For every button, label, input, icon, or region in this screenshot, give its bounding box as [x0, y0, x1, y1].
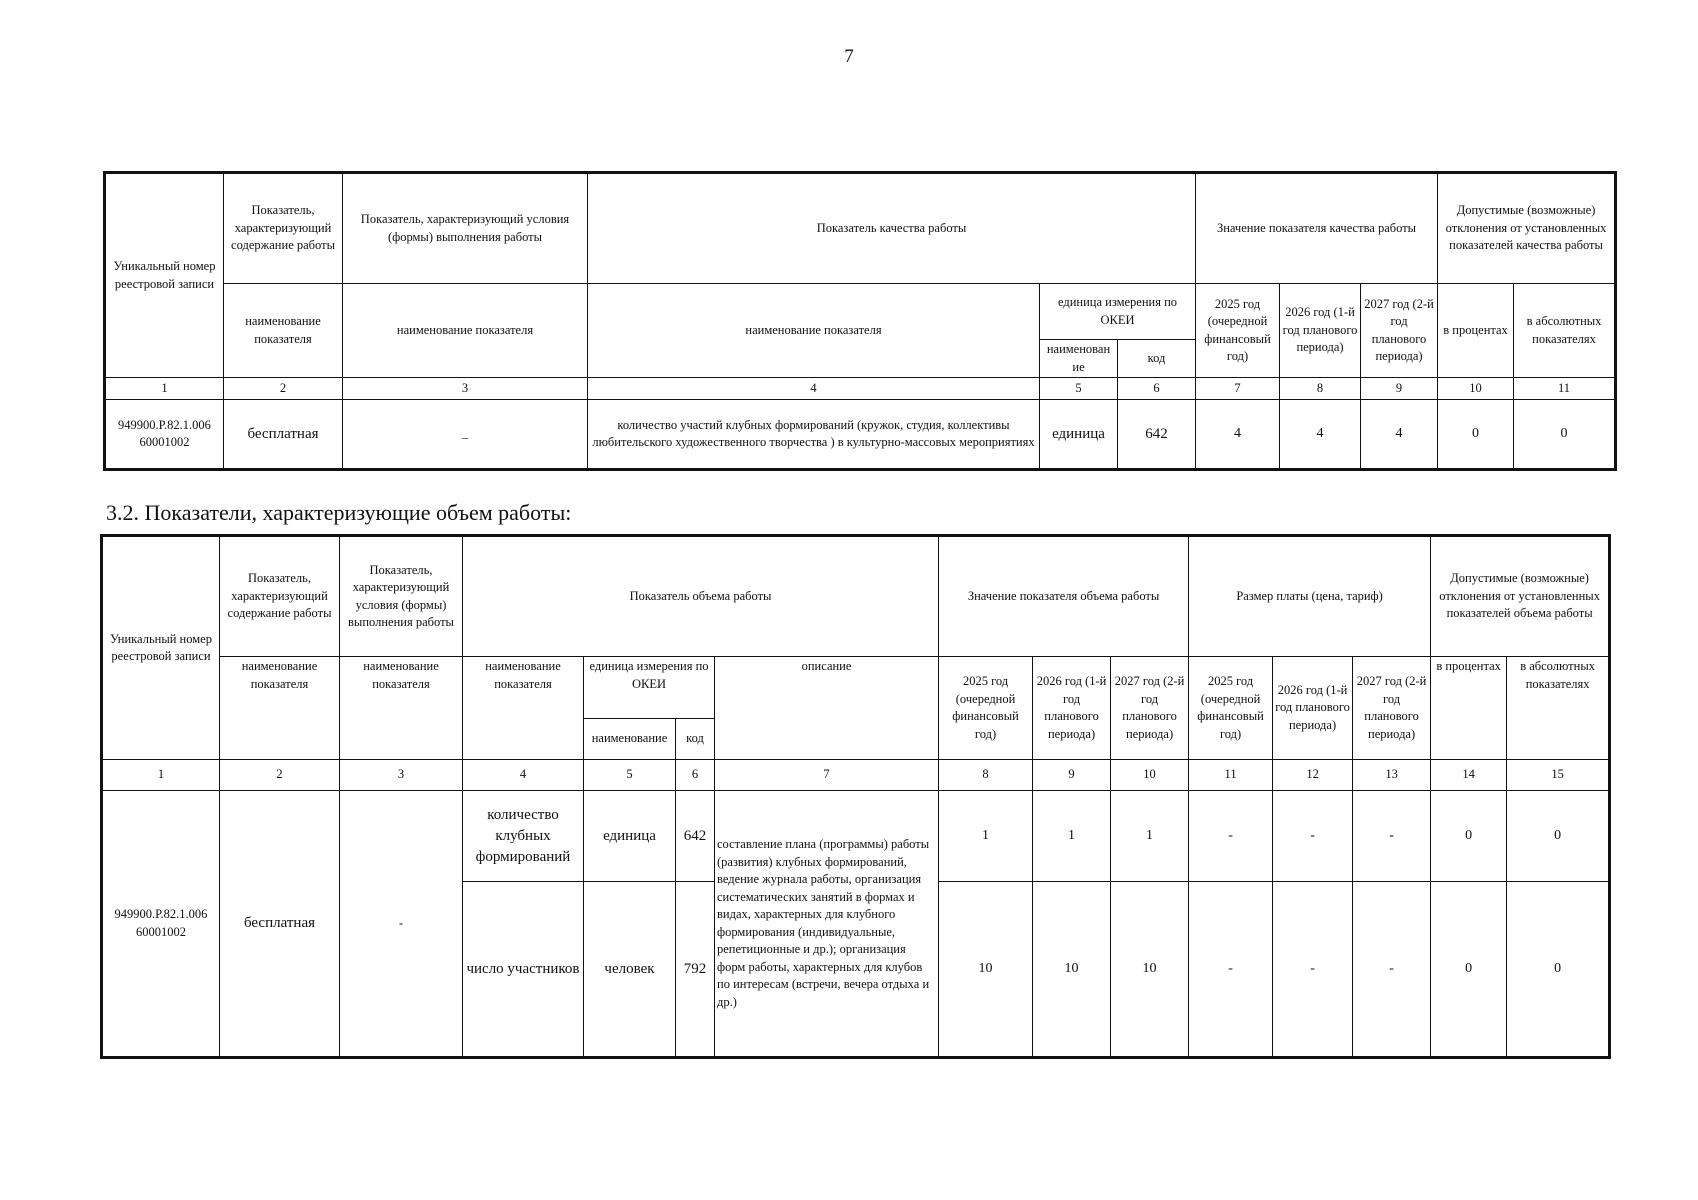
header-unique-number: Уникальный номер реестровой записи — [105, 173, 224, 378]
fee-2025: - — [1189, 882, 1273, 1058]
column-number: 7 — [1196, 378, 1280, 400]
fee-2026: - — [1273, 882, 1353, 1058]
header-conditions-indicator: Показатель, характеризующий условия (формы) выполнения работы — [340, 536, 463, 657]
table-row — [102, 791, 1610, 882]
value-2026: 1 — [1033, 791, 1111, 882]
header-indicator-name: наименование показателя — [220, 657, 340, 760]
value-2025: 1 — [939, 791, 1033, 882]
header-quality-indicator: Показатель качества работы — [588, 173, 1196, 284]
header-year-2025: 2025 год (очередной финансовый год) — [1196, 284, 1280, 378]
header-deviations: Допустимые (возможные) отклонения от установленных показателей объема работы — [1431, 536, 1610, 657]
column-number: 4 — [463, 760, 584, 791]
column-number: 5 — [1040, 378, 1118, 400]
value-2025: 10 — [939, 882, 1033, 1058]
header-unit-code: код — [1118, 340, 1196, 378]
quality-indicator-value: количество участий клубных формирований (кружок, студия, коллективы любительского художественного творчества ) в культурно-массовых мероприятиях — [588, 400, 1040, 470]
unit-name-value: единица — [1040, 400, 1118, 470]
value-2027: 10 — [1111, 882, 1189, 1058]
header-year-2026: 2026 год (1-й год планового периода) — [1033, 657, 1111, 760]
column-number: 11 — [1514, 378, 1616, 400]
absolute-value: 0 — [1514, 400, 1616, 470]
unit-name-value: единица — [584, 791, 676, 882]
fee-2027: - — [1353, 791, 1431, 882]
header-fee-2026: 2026 год (1-й год планового периода) — [1273, 657, 1353, 760]
header-deviations: Допустимые (возможные) отклонения от установленных показателей качества работы — [1438, 173, 1616, 284]
column-number: 9 — [1361, 378, 1438, 400]
header-year-2027: 2027 год (2-й год планового периода) — [1361, 284, 1438, 378]
header-fee: Размер платы (цена, тариф) — [1189, 536, 1431, 657]
header-unique-number: Уникальный номер реестровой записи — [102, 536, 220, 760]
quality-indicators-table — [103, 171, 1617, 471]
column-number: 10 — [1438, 378, 1514, 400]
column-number: 11 — [1189, 760, 1273, 791]
header-description: описание — [715, 657, 939, 760]
column-number: 6 — [676, 760, 715, 791]
column-number: 12 — [1273, 760, 1353, 791]
header-content-indicator: Показатель, характеризующий содержание работы — [224, 173, 343, 284]
header-conditions-indicator: Показатель, характеризующий условия (формы) выполнения работы — [343, 173, 588, 284]
header-unit-code: код — [676, 719, 715, 760]
column-number: 8 — [939, 760, 1033, 791]
header-absolute: в абсолютных показателях — [1514, 284, 1616, 378]
absolute-value: 0 — [1507, 882, 1610, 1058]
column-number: 1 — [105, 378, 224, 400]
column-number: 10 — [1111, 760, 1189, 791]
column-number: 6 — [1118, 378, 1196, 400]
header-volume-indicator: Показатель объема работы — [463, 536, 939, 657]
page-number: 7 — [844, 46, 854, 67]
header-indicator-name: наименование показателя — [588, 284, 1040, 378]
conditions-value: - — [340, 791, 463, 1058]
section-title: 3.2. Показатели, характеризующие объем работы: — [106, 500, 572, 525]
column-number-row — [102, 760, 1610, 791]
column-number: 9 — [1033, 760, 1111, 791]
header-unit-okei: единица измерения по ОКЕИ — [1040, 284, 1196, 340]
column-number: 5 — [584, 760, 676, 791]
description-value: составление плана (программы) работы (развития) клубных формирований, ведение журнала работы, организация систематических занятий в формах и видах, характерных для клубного формирования (индивидуальные, репетиционные и др.); организация форм работы, характерных для клубов по интересам (встречи, вечера отдыха и др.) — [715, 791, 939, 1058]
header-indicator-name: наименование показателя — [224, 284, 343, 378]
header-year-2025: 2025 год (очередной финансовый год) — [939, 657, 1033, 760]
registry-number: 949900.Р.82.1.006 60001002 — [102, 791, 220, 1058]
column-number: 13 — [1353, 760, 1431, 791]
column-number: 15 — [1507, 760, 1610, 791]
header-fee-2027: 2027 год (2-й год планового периода) — [1353, 657, 1431, 760]
conditions-value: _ — [343, 400, 588, 470]
header-year-2026: 2026 год (1-й год планового периода) — [1280, 284, 1361, 378]
content-value: бесплатная — [220, 791, 340, 1058]
column-number: 2 — [220, 760, 340, 791]
header-fee-2025: 2025 год (очередной финансовый год) — [1189, 657, 1273, 760]
unit-code-value: 792 — [676, 882, 715, 1058]
header-unit-name: наименование — [584, 719, 676, 760]
value-2026: 10 — [1033, 882, 1111, 1058]
percent-value: 0 — [1431, 882, 1507, 1058]
content-value: бесплатная — [224, 400, 343, 470]
fee-2026: - — [1273, 791, 1353, 882]
column-number-row — [105, 378, 1616, 400]
fee-2025: - — [1189, 791, 1273, 882]
value-2026: 4 — [1280, 400, 1361, 470]
header-indicator-name: наименование показателя — [340, 657, 463, 760]
value-2027: 1 — [1111, 791, 1189, 882]
header-volume-value: Значение показателя объема работы — [939, 536, 1189, 657]
percent-value: 0 — [1431, 791, 1507, 882]
table-row — [105, 400, 1616, 470]
column-number: 3 — [340, 760, 463, 791]
volume-indicators-table — [100, 534, 1611, 1059]
column-number: 4 — [588, 378, 1040, 400]
value-2027: 4 — [1361, 400, 1438, 470]
column-number: 14 — [1431, 760, 1507, 791]
column-number: 1 — [102, 760, 220, 791]
column-number: 8 — [1280, 378, 1361, 400]
header-content-indicator: Показатель, характеризующий содержание работы — [220, 536, 340, 657]
header-indicator-name: наименование показателя — [463, 657, 584, 760]
absolute-value: 0 — [1507, 791, 1610, 882]
header-quality-value: Значение показателя качества работы — [1196, 173, 1438, 284]
header-unit-name: наименован ие — [1040, 340, 1118, 378]
volume-indicator-value: число участников — [463, 882, 584, 1058]
column-number: 7 — [715, 760, 939, 791]
header-year-2027: 2027 год (2-й год планового периода) — [1111, 657, 1189, 760]
header-percent: в процентах — [1438, 284, 1514, 378]
header-unit-okei: единица измерения по ОКЕИ — [584, 657, 715, 719]
unit-code-value: 642 — [1118, 400, 1196, 470]
column-number: 2 — [224, 378, 343, 400]
unit-name-value: человек — [584, 882, 676, 1058]
percent-value: 0 — [1438, 400, 1514, 470]
header-percent: в процентах — [1431, 657, 1507, 760]
volume-indicator-value: количество клубных формирований — [463, 791, 584, 882]
column-number: 3 — [343, 378, 588, 400]
value-2025: 4 — [1196, 400, 1280, 470]
header-indicator-name: наименование показателя — [343, 284, 588, 378]
registry-number: 949900.Р.82.1.006 60001002 — [105, 400, 224, 470]
unit-code-value: 642 — [676, 791, 715, 882]
header-absolute: в абсолютных показателях — [1507, 657, 1610, 760]
fee-2027: - — [1353, 882, 1431, 1058]
